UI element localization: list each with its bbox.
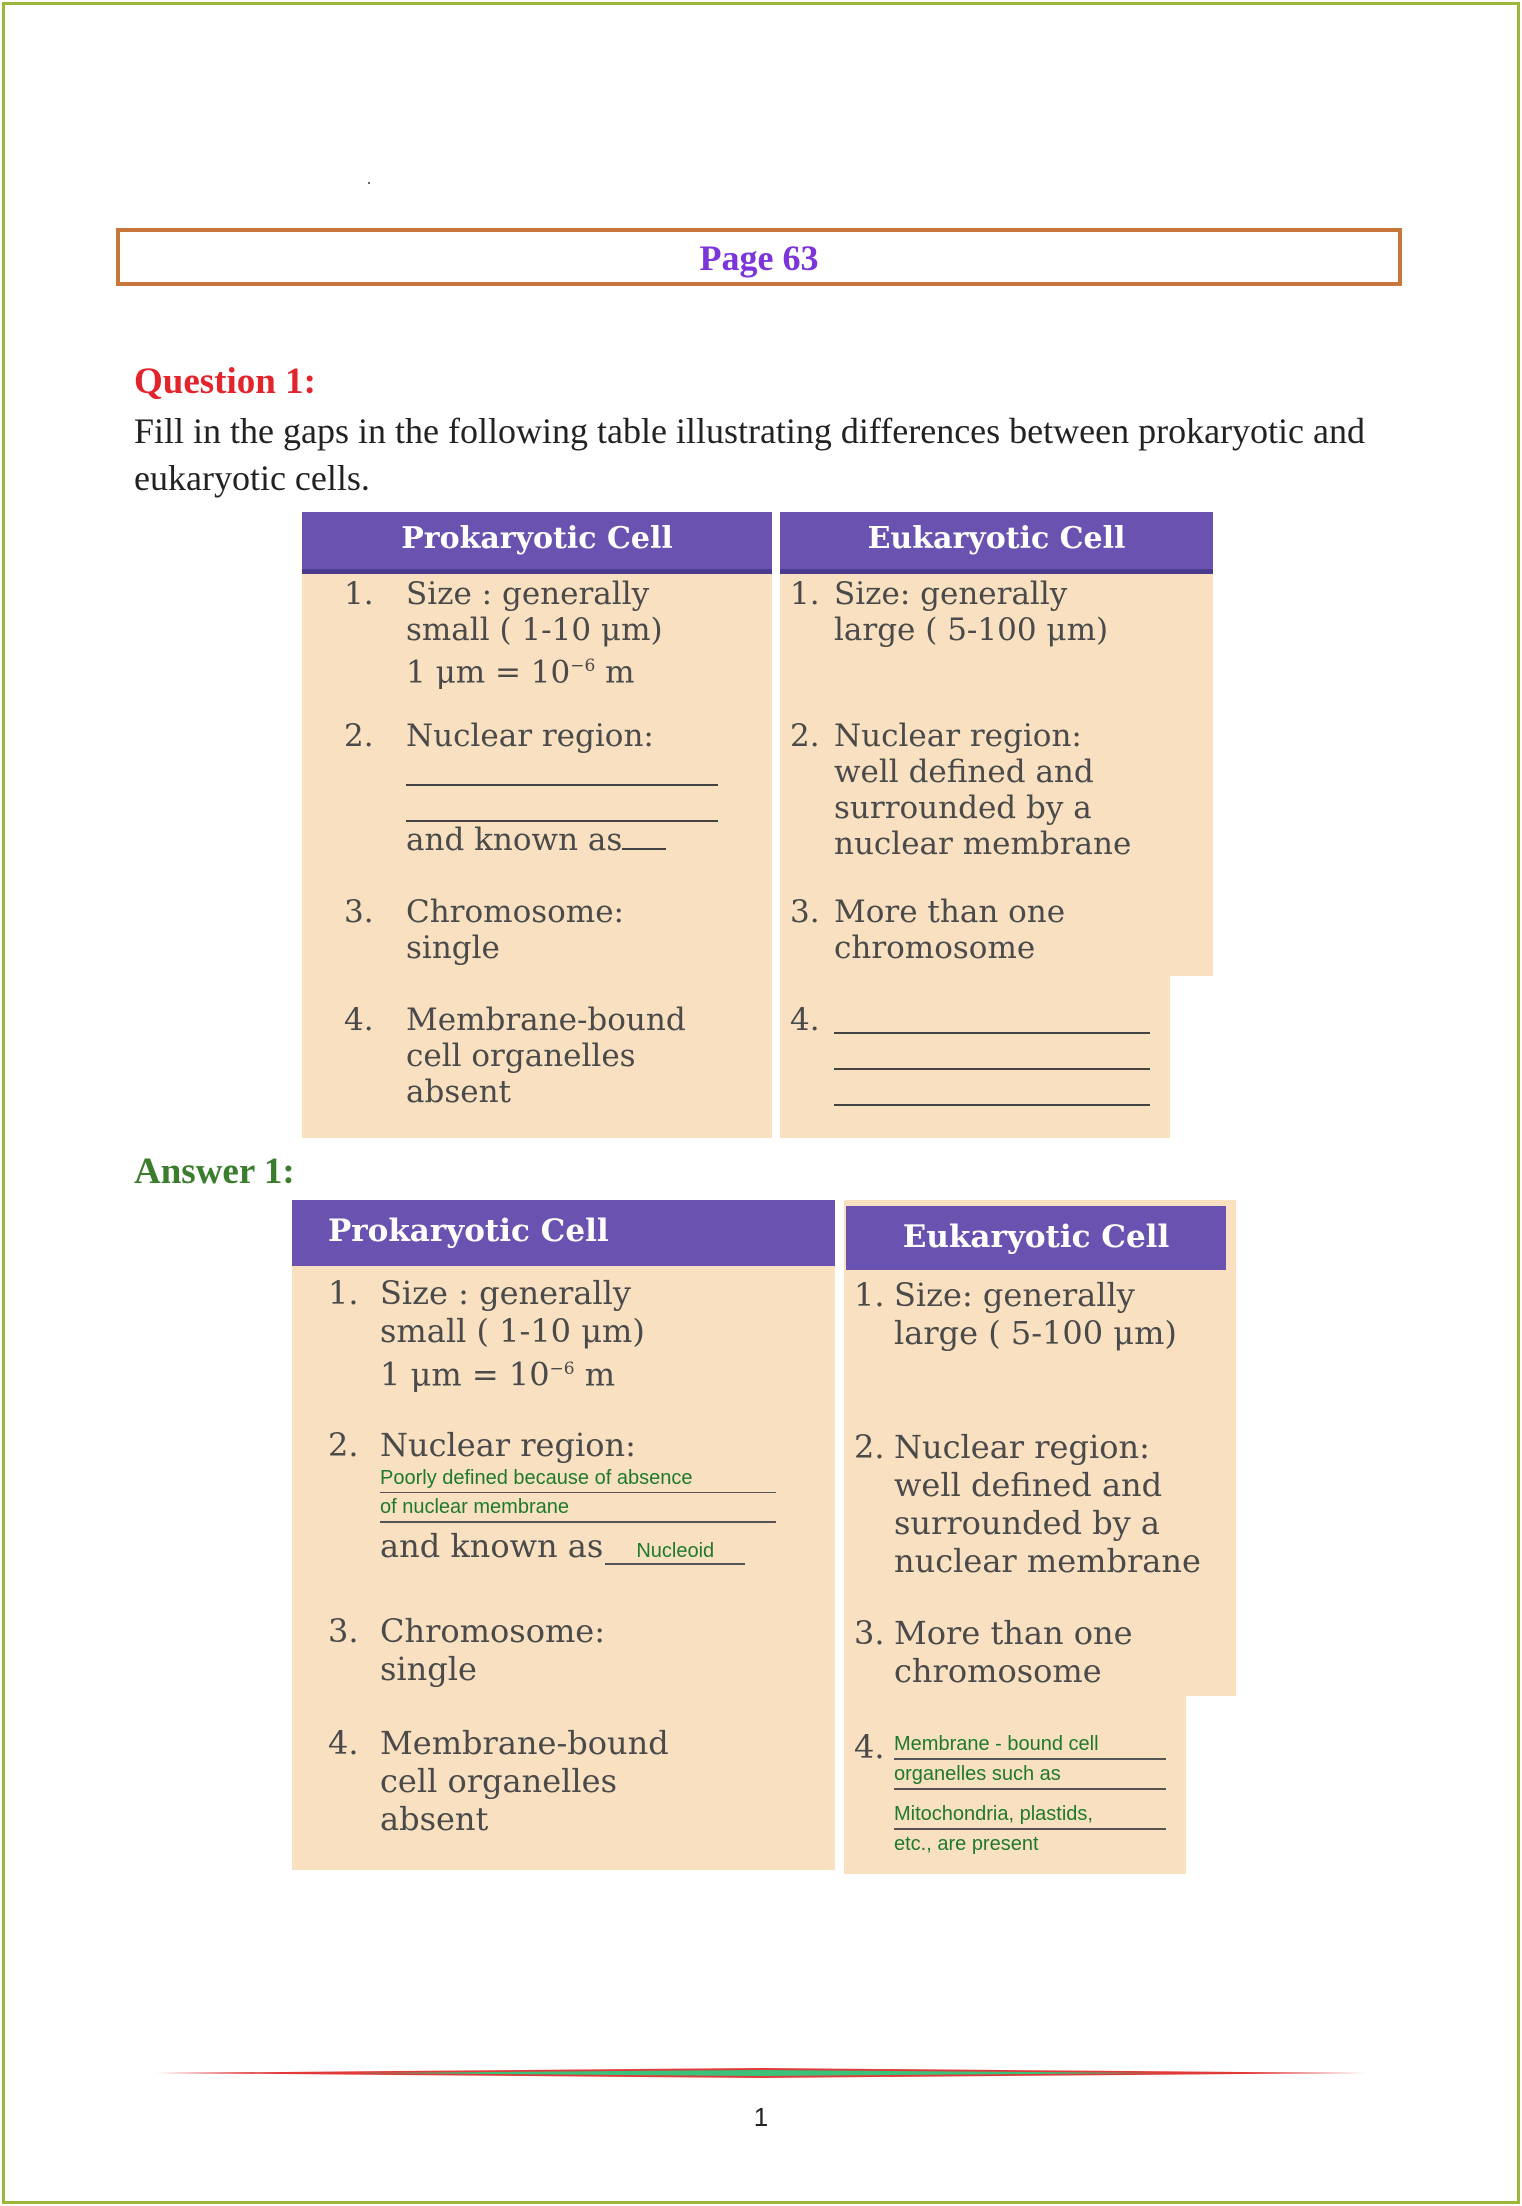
question-prokaryotic-header: Prokaryotic Cell [302, 512, 772, 574]
answer-prok-nucleoid: Nucleoid [605, 1539, 745, 1565]
question-text: Fill in the gaps in the following table illustrating differences between prokaryotic and eukaryotic cells. [134, 411, 1366, 498]
page-header-title: Page 63 [699, 238, 819, 278]
question-blank-line [406, 754, 718, 786]
answer-prokaryotic-header: Prokaryotic Cell [292, 1200, 835, 1266]
page-number: 1 [753, 2102, 769, 2132]
answer-euk-organelles-line3: Mitochondria, plastids, [894, 1800, 1166, 1830]
stray-dot [368, 182, 370, 184]
answer-prok-nuclear-region-line2: of nuclear membrane [380, 1493, 776, 1523]
question-blank-line [406, 786, 718, 822]
answer-euk-organelles-line4: etc., are present [894, 1833, 1039, 1855]
question-column-notch [1170, 976, 1213, 1138]
question-eukaryotic-header: Eukaryotic Cell [780, 512, 1213, 574]
answer-eukaryotic-header: Eukaryotic Cell [846, 1206, 1226, 1270]
answer-title: Answer 1: [134, 1151, 295, 1192]
question-blank-line [622, 824, 666, 850]
answer-euk-organelles-line1: Membrane - bound cell [894, 1730, 1166, 1760]
question-blank-line [834, 1070, 1150, 1106]
question-blank-line [834, 1034, 1150, 1070]
question-title: Question 1: [134, 361, 316, 402]
page-header-box [116, 228, 1402, 286]
answer-prok-nuclear-region-line1: Poorly defined because of absence [380, 1464, 776, 1493]
answer-eukaryotic-column: Eukaryotic Cell 1. Size: generally large ( 5-100 μm) 2. Nuclear region: well defined and surrounded by a nuclear membrane 3. More than one chromosome 4. Membrane - bound cell organelles such as Mitochondria, plastids, etc., are present [844, 1200, 1236, 1874]
footer-divider [156, 2068, 1366, 2078]
answer-prokaryotic-column: Prokaryotic Cell 1. Size : generally small ( 1-10 μm) 1 $\mu m = 10^{-6}$ m 2. Nuclear region: Poorly defined because of absence of nuclear membrane and known as Nucleoid 3. Chromosome: single 4. Membrane-bound cell organelles absent [292, 1200, 835, 1870]
question-eukaryotic-column: Eukaryotic Cell 1. Size: generally large ( 5-100 μm) 2. Nuclear region: well defined and surrounded by a nuclear membrane 3. More than one chromosome 4. [780, 512, 1213, 1138]
question-prokaryotic-column: Prokaryotic Cell 1. Size : generally small ( 1-10 μm) 1 $\mu m = 10^{-6}$ m 2. Nuclear region: and known as 3. Chromosome: single 4. Membrane-bound cell organelles absent [302, 512, 772, 1138]
question-blank-line [834, 1002, 1150, 1034]
answer-euk-organelles-line2: organelles such as [894, 1760, 1166, 1790]
